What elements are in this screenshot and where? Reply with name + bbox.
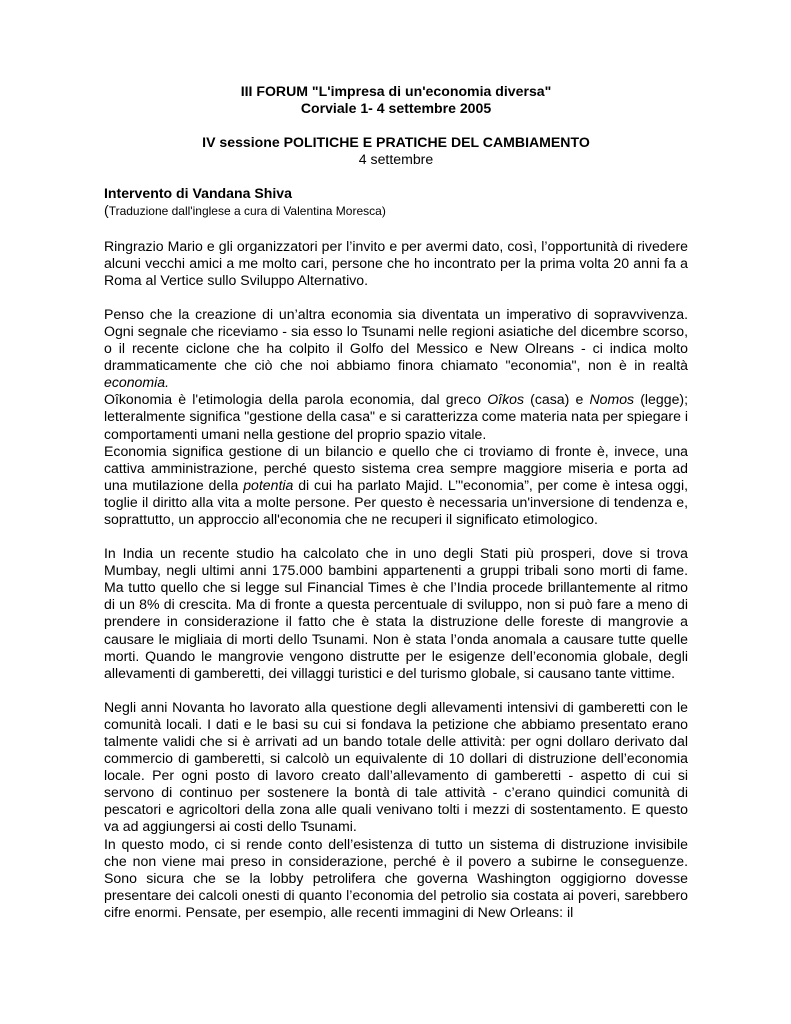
paragraph-3-nomos: Nomos — [589, 391, 635, 408]
paragraph-3 — [104, 391, 688, 442]
paragraph-5: In India un recente studio ha calcolato che in uno degli Stati più prosperi, dove si trova Mumbay, negli ultimi anni 175.000 bambini appartenenti a gruppi tribali sono morti di fame. Ma tutto quello che si legge sul Financial Times è che l’India procede brillantemente al ritmo di un 8% di crescita. Ma di fronte a questa percentuale di sviluppo, non si può fare a meno di prendere in considerazione il fatto che è stata la distruzione delle foreste di mangrovie a causare le migliaia di morti dello Tsunami. Non è stata l’onda anomala a causare tutte quelle morti. Quando le mangrovie vengono distrutte per le esigenze dell’economia globale, degli allevamenti di gamberetti, dei villaggi turistici e del turismo globale, si causano tante vittime. — [104, 545, 688, 681]
paragraph-7: In questo modo, ci si rende conto dell’esistenza di tutto un sistema di distruzione invisibile che non viene mai preso in considerazione, perché è il povero a subirne le conseguenze. Sono sicura che se la lobby petrolifera che governa Washington oggigiorno dovesse presentare dei calcoli onesti di quanto l’economia del petrolio sia costata ai poveri, sarebbero cifre enormi. Pensate, per esempio, alle recenti immagini di New Orleans: il — [104, 835, 688, 920]
paragraph-4-potentia: potentia — [243, 476, 294, 493]
paragraph-4-text-b: di cui ha parlato Majid. L’"economia”, per come è intesa oggi, toglie il diritto alla vita a molte persone. Per questo è necessaria un'inversione di tendenza e, soprattutto, un approccio all'economia che ne recuperi il significato etimologico. — [104, 476, 688, 527]
translation-note: Traduzione dall'inglese a cura di Valentina Moresca) — [108, 204, 386, 219]
paragraph-4 — [104, 443, 688, 528]
paragraph-2-text: Penso che la creazione di un’altra economia sia diventata un imperativo di sopravvivenza. Ogni segnale che riceviamo - sia esso lo Tsunami nelle regioni asiatiche del dicembre scorso, o il recente ciclone che ha colpito il Golfo del Messico e New Olreans - ci indica molto drammaticamente che ciò che noi abbiamo finora chiamato "economia", non è in realtà — [104, 305, 688, 374]
paragraph-1: Ringrazio Mario e gli organizzatori per l’invito e per avermi dato, così, l’opportunità di rivedere alcuni vecchi amici a me molto cari, persone che ho incontrato per la prima volta 20 anni fa a Roma al Vertice sullo Sviluppo Alternativo. — [104, 237, 688, 288]
document-page — [104, 83, 688, 921]
paragraph-2 — [104, 306, 688, 391]
session-date: 4 settembre — [358, 151, 434, 168]
paragraph-3-text-a: Oîkonomia è l'etimologia della parola economia, dal greco — [104, 391, 488, 408]
paragraph-4-text-a: Economia significa gestione di un bilancio e quello che ci troviamo di fronte è, invece, una cattiva amministrazione, perché questo sistema crea sempre maggiore miseria e porta ad una mutilazione della — [104, 442, 688, 493]
forum-title: III FORUM "L'impresa di un'economia diversa" — [240, 83, 552, 99]
paragraph-3-text-c: (legge); letteralmente significa "gestione della casa" e si caratterizza come materia nata per spiegare i comportamenti umani nella gestione del proprio spazio vitale. — [104, 391, 689, 442]
paragraph-2-emphasis: economia. — [104, 374, 170, 391]
forum-dates: Corviale 1- 4 settembre 2005 — [300, 100, 492, 117]
paren-open: ( — [104, 202, 109, 219]
session-title: IV sessione POLITICHE E PRATICHE DEL CAMBIAMENTO — [202, 134, 590, 151]
paragraph-3-oikos: Oîkos — [487, 391, 525, 408]
speaker-heading: Intervento di Vandana Shiva — [104, 185, 292, 202]
paragraph-6: Negli anni Novanta ho lavorato alla questione degli allevamenti intensivi di gamberetti con le comunità locali. I dati e le basi su cui si fondava la petizione che abbiamo presentato erano talmente validi che si è arrivati ad un bando totale delle attività: per ogni dollaro derivato dal commercio di gamberetti, si calcolò un equivalente di 10 dollari di distruzione dell’economia locale. Per ogni posto di lavoro creato dall’allevamento di gamberetti - aspetto di cui si servono di continuo per sostenere la bontà di tale attività - c’erano quindici comunità di pescatori e agricoltori della zona alle quali venivano tolti i mezzi di sostentamento. E questo va ad aggiungersi ai costi dello Tsunami. — [104, 698, 688, 835]
translation-note-line — [104, 202, 688, 220]
paragraph-3-text-b: (casa) e — [524, 391, 590, 408]
